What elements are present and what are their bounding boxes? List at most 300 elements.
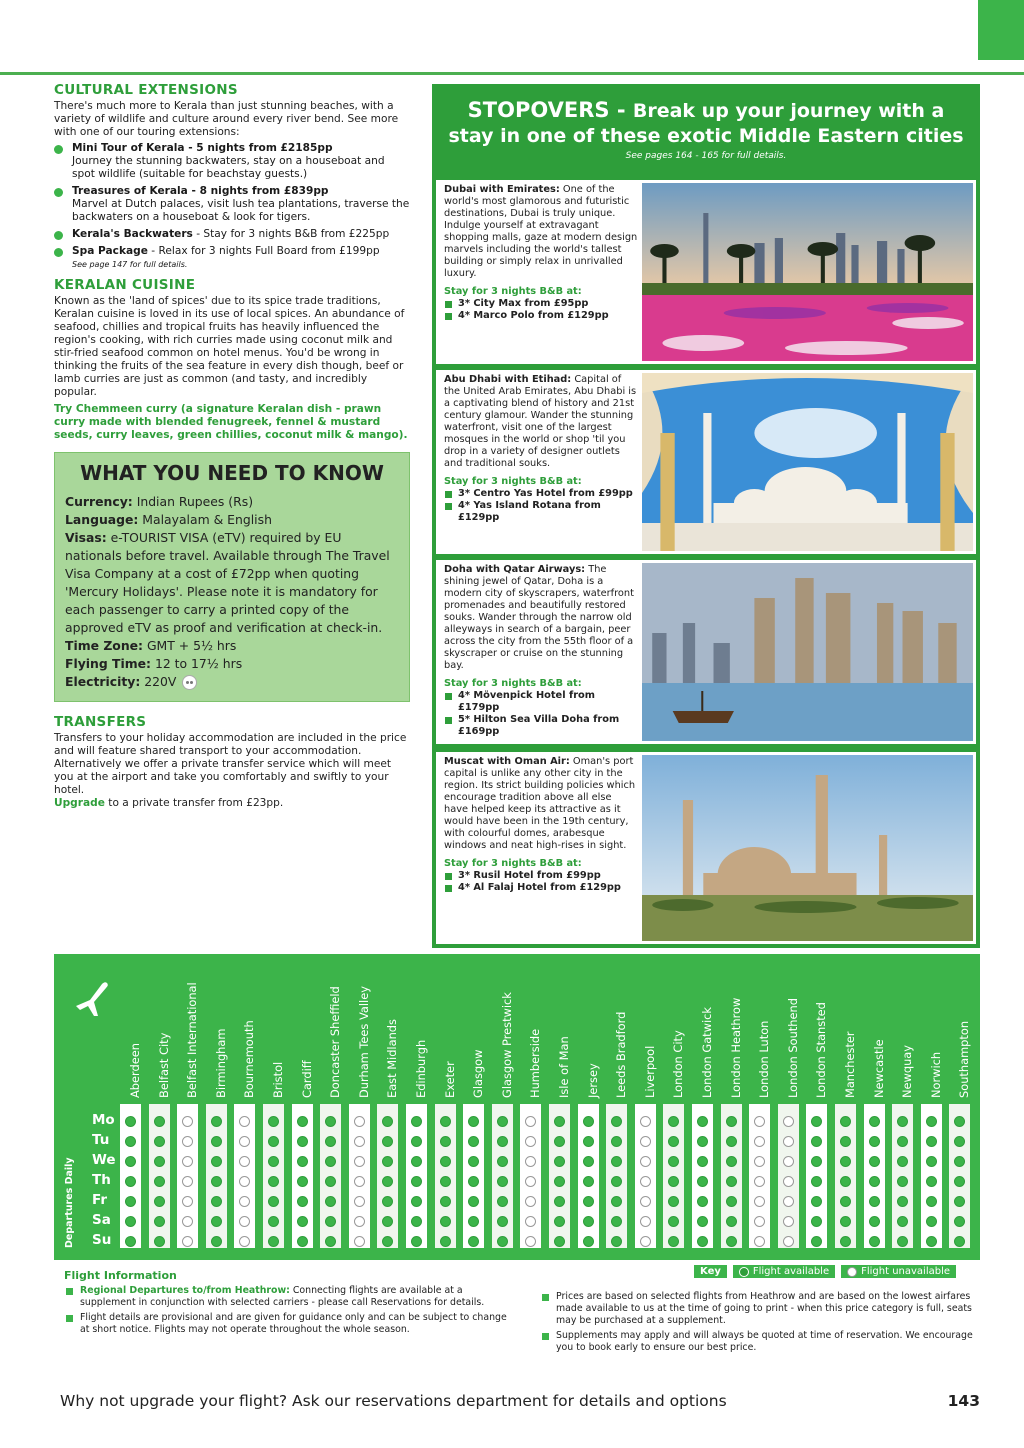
flight-available-dot: [840, 1196, 851, 1207]
flight-unavailable-dot: [354, 1216, 365, 1227]
airport-name: Bristol: [271, 1061, 285, 1098]
flight-available-dot: [926, 1176, 937, 1187]
flight-available-dot: [497, 1176, 508, 1187]
flight-available-dot: [154, 1176, 165, 1187]
cultural-title: CULTURAL EXTENSIONS: [54, 82, 238, 98]
flight-available-dot: [697, 1216, 708, 1227]
airport-header: [694, 954, 722, 1098]
flight-available-dot: [297, 1136, 308, 1147]
flight-available-dot: [840, 1116, 851, 1127]
airport-header: [637, 954, 665, 1098]
flight-unavailable-dot: [640, 1196, 651, 1207]
flight-available-dot: [125, 1136, 136, 1147]
flight-available-dot: [926, 1216, 937, 1227]
flight-unavailable-dot: [783, 1196, 794, 1207]
airport-name: East Midlands: [385, 1019, 400, 1098]
tour-price: - 5 nights from £2185pp: [184, 142, 333, 154]
tour-price: - Stay for 3 nights B&B from £225pp: [192, 228, 390, 240]
stopovers-title: [440, 98, 972, 123]
flight-info-bullet: Flight details are provisional and are given for guidance only and can be subject to change at short notice. Flights may not operate throughout the whole season.: [64, 1312, 514, 1336]
airport-name: London Luton: [757, 1020, 772, 1098]
flight-info-bullet: [64, 1285, 514, 1309]
airport-name: London Heathrow: [728, 997, 743, 1098]
flight-available-dot: [411, 1156, 422, 1167]
airport-name: Isle of Man: [557, 1036, 571, 1098]
flight-available-dot: [583, 1176, 594, 1187]
flight-unavailable-dot: [354, 1176, 365, 1187]
dubai-photo: [642, 183, 973, 361]
flight-available-dot: [497, 1116, 508, 1127]
flight-available-dot: [840, 1216, 851, 1227]
plug-socket-icon: [182, 675, 197, 690]
airport-header: [723, 954, 751, 1098]
flight-unavailable-dot: [640, 1236, 651, 1247]
stay-label: Stay for 3 nights B&B at:: [444, 286, 582, 297]
flight-available-dot: [268, 1156, 279, 1167]
flight-available-dot: [583, 1196, 594, 1207]
flight-available-dot: [440, 1196, 451, 1207]
airport-header: [780, 954, 808, 1098]
airport-header: [808, 954, 836, 1098]
flight-unavailable-dot: [354, 1236, 365, 1247]
airport-header: [608, 954, 636, 1098]
flight-available-dot: [154, 1196, 165, 1207]
key-label: Key: [694, 1265, 727, 1278]
airport-header: [751, 954, 779, 1098]
flight-available-dot: [268, 1236, 279, 1247]
flight-unavailable-dot: [354, 1136, 365, 1147]
stopovers-title-main: STOPOVERS -: [467, 98, 633, 122]
day-label: Su: [92, 1232, 112, 1248]
airport-name: Exeter: [442, 1061, 457, 1098]
city-heading: Muscat with Oman Air:: [444, 756, 570, 767]
flight-available-dot: [125, 1156, 136, 1167]
tour-name: Spa Package: [72, 245, 148, 257]
flight-available-dot: [726, 1236, 737, 1247]
flight-available-dot: [926, 1156, 937, 1167]
airport-header: [236, 954, 264, 1098]
flight-available-dot: [411, 1236, 422, 1247]
airport-name: Cardiff: [299, 1060, 314, 1098]
airport-header: [522, 954, 550, 1098]
flight-available-dot: [697, 1136, 708, 1147]
flight-available-dot: [726, 1116, 737, 1127]
airport-name: Aberdeen: [128, 1043, 142, 1098]
airport-name: Newcastle: [871, 1039, 886, 1098]
flight-available-dot: [697, 1116, 708, 1127]
flight-unavailable-dot: [354, 1116, 365, 1127]
hotel-option: 4* Yas Island Rotana from £129pp: [444, 500, 638, 524]
hotel-option: 3* Rusil Hotel from £99pp: [444, 870, 638, 882]
flight-available-dot: [697, 1156, 708, 1167]
electricity-label: Electricity:: [65, 674, 141, 689]
language-value: Malayalam & English: [138, 512, 272, 527]
flight-unavailable-dot: [640, 1116, 651, 1127]
day-label: We: [92, 1152, 116, 1168]
airport-name: Birmingham: [213, 1028, 228, 1098]
cuisine-tip: Try Chemmeen curry (a signature Keralan dish - prawn curry made with blended fenugreek, fennel & mustard seeds, curry leaves, green chillies, coconut milk & mango).: [54, 403, 408, 441]
stopovers-title-line2: stay in one of these exotic Middle Eastern cities: [448, 125, 964, 147]
mosque-image: [642, 373, 973, 551]
timezone-row: [65, 637, 399, 655]
airport-header: [894, 954, 922, 1098]
airport-header: [923, 954, 951, 1098]
flight-available-dot: [440, 1176, 451, 1187]
flight-unavailable-dot: [640, 1176, 651, 1187]
flight-available-dot: [726, 1136, 737, 1147]
flight-available-dot: [497, 1196, 508, 1207]
flight-available-dot: [411, 1176, 422, 1187]
currency-row: [65, 493, 399, 511]
flight-available-dot: [697, 1236, 708, 1247]
city-heading: Abu Dhabi with Etihad:: [444, 374, 572, 385]
flight-unavailable-dot: [640, 1216, 651, 1227]
regional-text: Connecting flights are available at a supplement in conjunction with selected carriers - please call Reservations for details.: [80, 1285, 485, 1308]
flight-available-dot: [583, 1216, 594, 1227]
what-you-need-to-know-box: [54, 452, 410, 702]
flight-available-dot: [554, 1216, 565, 1227]
flight-info-bullet: Prices are based on selected flights from Heathrow and are based on the lowest airfares made available to us at the time of going to print - when this price category is full, seats may be purchased at a supplement.: [540, 1291, 980, 1327]
city-text: [436, 180, 642, 364]
transfers-text: Transfers to your holiday accommodation are included in the price and will feature shared transport to your accommodation. Alternatively we offer a private transfer service which will meet you at the airport and take you comfortably and swiftly to your hotel.: [54, 732, 407, 796]
flight-available-dot: [411, 1136, 422, 1147]
flight-available-dot: [125, 1216, 136, 1227]
flight-unavailable-dot: [640, 1136, 651, 1147]
tour-name: Treasures of Kerala: [72, 185, 188, 197]
airport-header: [294, 954, 322, 1098]
stopovers-title-sub: Break up your journey with a: [632, 100, 945, 122]
timezone-value: GMT + 5½ hrs: [143, 638, 237, 653]
regional-label: Regional Departures to/from Heathrow:: [80, 1285, 290, 1296]
flight-unavailable-dot: [783, 1136, 794, 1147]
day-label: Fr: [92, 1192, 108, 1208]
flight-info-right: [540, 1288, 980, 1354]
flight-unavailable-dot: [783, 1156, 794, 1167]
flight-available-dot: [297, 1236, 308, 1247]
airport-name: Bournemouth: [242, 1020, 257, 1098]
airport-header: [408, 954, 436, 1098]
airport-header: [322, 954, 350, 1098]
hotel-option: 4* Al Falaj Hotel from £129pp: [444, 882, 638, 894]
top-rule: [0, 72, 1024, 75]
flight-info-title: Flight Information: [64, 1269, 177, 1282]
flight-available-dot: [869, 1216, 880, 1227]
flight-available-dot: [211, 1236, 222, 1247]
flight-available-dot: [583, 1136, 594, 1147]
flying-row: [65, 655, 399, 673]
airplane-icon: [72, 976, 116, 1020]
flight-available-dot: [869, 1236, 880, 1247]
electricity-row: [65, 673, 399, 691]
page-number: 143: [947, 1392, 980, 1410]
day-label: Sa: [92, 1212, 111, 1228]
flight-available-dot: [211, 1216, 222, 1227]
upgrade-text: to a private transfer from £23pp.: [104, 797, 284, 809]
airport-name: Glasgow Prestwick: [499, 992, 514, 1098]
currency-label: Currency:: [65, 494, 133, 509]
tour-name: Kerala's Backwaters: [72, 228, 193, 240]
airport-name: Jersey: [585, 1063, 600, 1098]
airport-header: [951, 954, 979, 1098]
tour-item: [54, 245, 410, 271]
stay-label: Stay for 3 nights B&B at:: [444, 858, 582, 869]
flight-available-dot: [926, 1116, 937, 1127]
airport-header: [866, 954, 894, 1098]
flight-available-dot: [297, 1116, 308, 1127]
flight-available-dot: [554, 1196, 565, 1207]
city-heading: Doha with Qatar Airways:: [444, 564, 586, 575]
hotel-option: 5* Hilton Sea Villa Doha from £169pp: [444, 714, 638, 738]
bullet-icon: [54, 145, 63, 154]
city-card-dubai: [436, 180, 976, 364]
flight-available-dot: [268, 1176, 279, 1187]
airport-header: [151, 954, 179, 1098]
flight-available-dot: [211, 1176, 222, 1187]
airport-name: London City: [671, 1030, 686, 1098]
flight-unavailable-dot: [640, 1156, 651, 1167]
legend-key: [694, 1265, 956, 1278]
transfers-upgrade: [54, 797, 410, 810]
day-label: Mo: [92, 1112, 115, 1128]
flight-available-dot: [497, 1216, 508, 1227]
flying-label: Flying Time:: [65, 656, 152, 671]
city-description: One of the world's most glamorous and futuristic destinations, Dubai is truly unique. Indulge yourself at extravagant shopping malls, gaze at modern design marvels including the world's tallest building or simply relax in unrivalled luxury.: [444, 184, 638, 279]
flight-unavailable-dot: [783, 1236, 794, 1247]
flight-available-dot: [268, 1136, 279, 1147]
dubai-skyline-image: [642, 183, 973, 361]
flight-available-dot: [411, 1116, 422, 1127]
transfers-title: TRANSFERS: [54, 714, 147, 730]
airport-header: [665, 954, 693, 1098]
flight-available-dot: [869, 1176, 880, 1187]
airport-header: [122, 954, 150, 1098]
flight-available-dot: [583, 1156, 594, 1167]
flight-available-dot: [869, 1136, 880, 1147]
flight-unavailable-dot: [783, 1116, 794, 1127]
flight-available-dot: [211, 1116, 222, 1127]
bullet-icon: [54, 188, 63, 197]
tour-item: [54, 228, 410, 241]
flying-value: 12 to 17½ hrs: [151, 656, 243, 671]
cuisine-title: KERALAN CUISINE: [54, 277, 196, 293]
tour-price: - 8 nights from £839pp: [187, 185, 329, 197]
available-dot-icon: [739, 1267, 749, 1277]
airport-name: London Southend: [785, 998, 800, 1098]
left-column: [54, 82, 410, 810]
departures-days-label: Departures Daily: [64, 1157, 75, 1248]
airport-header: [379, 954, 407, 1098]
flight-available-dot: [268, 1216, 279, 1227]
flight-available-dot: [125, 1196, 136, 1207]
flight-available-dot: [497, 1136, 508, 1147]
language-row: [65, 511, 399, 529]
airport-name: Humberside: [528, 1028, 543, 1098]
flight-unavailable-dot: [354, 1156, 365, 1167]
airport-name: Leeds Bradford: [614, 1011, 629, 1098]
hotel-option: 3* City Max from £95pp: [444, 298, 638, 310]
flight-available-dot: [840, 1236, 851, 1247]
tour-item: [54, 185, 410, 224]
airport-header: [208, 954, 236, 1098]
cuisine-text: Known as the 'land of spices' due to its spice trade traditions, Keralan cuisine is loved in its use of local spices. An abundance of seafood, chillies and tropical fruits has heavily influenced the region's cooking, with rich curries made using coconut milk and stir-fried seafood common on hotel menus. You'd be wrong in thinking the fruits of the sea feature in every dish though, beef or lamb curries are just as common (and tasty, and incredibly popular.: [54, 295, 405, 398]
airport-name: Newquay: [900, 1044, 915, 1098]
city-description: Oman's port capital is unlike any other city in the region. Its strict building policies which encourage tradition above all else have helped keep its attractive as it would have been in the 19th century, with colourful domes, arabesque windows and neat high-rises in sight.: [444, 756, 636, 851]
airport-header: [351, 954, 379, 1098]
flight-available-dot: [697, 1176, 708, 1187]
stay-label: Stay for 3 nights B&B at:: [444, 476, 582, 487]
flight-available-dot: [297, 1176, 308, 1187]
flight-available-dot: [497, 1156, 508, 1167]
abu-dhabi-photo: [642, 373, 973, 551]
tour-desc: Journey the stunning backwaters, stay on a houseboat and spot wildlife (suitable for beachstay guests.): [72, 155, 385, 180]
flight-available-dot: [268, 1116, 279, 1127]
flight-available-dot: [554, 1236, 565, 1247]
flight-info-bullet: Supplements may apply and will always be quoted at time of reservation. We encourage you to book early to ensure our best price.: [540, 1330, 980, 1354]
bullet-icon: [54, 231, 63, 240]
airport-name: Edinburgh: [414, 1039, 428, 1098]
visas-value: e-TOURIST VISA (eTV) required by EU nationals before travel. Available through The Travel Visa Company at a cost of £72pp when quoting 'Mercury Holidays'. Please note it is mandatory for each passenger to carry a printed copy of the approved eTV as proof and verification at check-in.: [65, 530, 390, 635]
flight-available-dot: [440, 1156, 451, 1167]
key-unavailable: [841, 1265, 956, 1278]
airport-header: [265, 954, 293, 1098]
tour-name: Mini Tour of Kerala: [72, 142, 185, 154]
flight-available-dot: [926, 1196, 937, 1207]
footer-text: Why not upgrade your flight? Ask our reservations department for details and options: [60, 1392, 727, 1410]
hotel-option: 4* Mövenpick Hotel from £179pp: [444, 690, 638, 714]
airport-name: Belfast International: [185, 982, 200, 1098]
airport-name: Liverpool: [642, 1045, 657, 1098]
flight-available-dot: [583, 1116, 594, 1127]
key-available-text: Flight available: [752, 1266, 830, 1277]
flight-available-dot: [840, 1136, 851, 1147]
city-text: [436, 752, 642, 944]
flight-available-dot: [726, 1216, 737, 1227]
visas-row: [65, 529, 399, 637]
airport-header: [437, 954, 465, 1098]
flight-available-dot: [125, 1116, 136, 1127]
tour-price: - Relax for 3 nights Full Board from £199pp: [147, 245, 380, 257]
city-card-doha: [436, 560, 976, 744]
page-footer: [60, 1392, 980, 1410]
unavailable-dot-icon: [847, 1267, 857, 1277]
flight-available-dot: [411, 1196, 422, 1207]
city-text: [436, 560, 642, 744]
airport-name: Belfast City: [156, 1032, 171, 1098]
airport-name: Southampton: [957, 1020, 972, 1098]
tour-note: See page 147 for full details.: [72, 260, 188, 269]
tour-item: [54, 142, 410, 181]
key-unavailable-text: Flight unavailable: [861, 1266, 951, 1277]
flight-available-dot: [268, 1196, 279, 1207]
day-label: Th: [92, 1172, 111, 1188]
flight-available-dot: [840, 1176, 851, 1187]
hotel-option: 3* Centro Yas Hotel from £99pp: [444, 488, 638, 500]
flight-available-dot: [440, 1136, 451, 1147]
city-description: Capital of the United Arab Emirates, Abu Dhabi is a captivating blend of history and 21st century glamour. Wander the stunning waterfront, visit one of the largest mosques in the world or shop 'til you drop in a variety of designer outlets and traditional souks.: [444, 374, 637, 469]
airport-header: [837, 954, 865, 1098]
flight-available-dot: [497, 1236, 508, 1247]
flight-available-dot: [125, 1176, 136, 1187]
wyntk-title: WHAT YOU NEED TO KNOW: [80, 461, 384, 485]
flight-info: [64, 1270, 514, 1336]
flight-available-dot: [297, 1216, 308, 1227]
airport-header: [494, 954, 522, 1098]
page-corner-tab: [978, 0, 1024, 60]
flight-available-dot: [554, 1176, 565, 1187]
flight-available-dot: [583, 1236, 594, 1247]
stopovers-header: [436, 88, 976, 182]
key-available: [733, 1265, 835, 1278]
airport-name: London Gatwick: [700, 1007, 714, 1098]
flight-unavailable-dot: [783, 1216, 794, 1227]
cultural-intro: There's much more to Kerala than just stunning beaches, with a variety of wildlife and culture around every river bend. See more with one of our touring extensions:: [54, 100, 399, 138]
flight-available-dot: [869, 1116, 880, 1127]
flight-available-dot: [726, 1196, 737, 1207]
flight-available-dot: [554, 1156, 565, 1167]
flight-available-dot: [554, 1116, 565, 1127]
flight-available-dot: [440, 1116, 451, 1127]
tour-desc: Marvel at Dutch palaces, visit lush tea plantations, traverse the backwaters on a houseboat & look for tigers.: [72, 198, 410, 223]
airport-header: [179, 954, 207, 1098]
doha-skyline-image: [642, 563, 973, 741]
flight-available-dot: [440, 1236, 451, 1247]
currency-value: Indian Rupees (Rs): [132, 494, 254, 509]
airport-header: [580, 954, 608, 1098]
day-label: Tu: [92, 1132, 110, 1148]
doha-photo: [642, 563, 973, 741]
city-text: [436, 370, 642, 554]
flight-available-dot: [297, 1196, 308, 1207]
flight-available-dot: [154, 1216, 165, 1227]
flight-available-dot: [697, 1196, 708, 1207]
flight-available-dot: [926, 1236, 937, 1247]
stopovers-subtitle: See pages 164 - 165 for full details.: [625, 151, 787, 161]
flight-available-dot: [726, 1156, 737, 1167]
flight-available-dot: [440, 1216, 451, 1227]
flight-available-dot: [211, 1196, 222, 1207]
city-heading: Dubai with Emirates:: [444, 184, 560, 195]
airport-name: Norwich: [928, 1051, 943, 1098]
hotel-option: 4* Marco Polo from £129pp: [444, 310, 638, 322]
flight-available-dot: [154, 1116, 165, 1127]
upgrade-label: Upgrade: [54, 797, 105, 809]
airport-name: Manchester: [843, 1031, 857, 1098]
flight-unavailable-dot: [783, 1176, 794, 1187]
flight-available-dot: [726, 1176, 737, 1187]
airport-name: Doncaster Sheffield: [328, 986, 343, 1098]
tour-list: [54, 142, 410, 271]
airport-name: London Stansted: [814, 1002, 829, 1098]
flight-available-dot: [125, 1236, 136, 1247]
airport-name: Durham Tees Valley: [356, 986, 371, 1098]
flight-available-dot: [154, 1236, 165, 1247]
flight-available-dot: [926, 1136, 937, 1147]
language-label: Language:: [65, 512, 139, 527]
flight-available-dot: [211, 1136, 222, 1147]
flight-available-dot: [554, 1136, 565, 1147]
flight-available-dot: [297, 1156, 308, 1167]
timezone-label: Time Zone:: [65, 638, 144, 653]
flight-available-dot: [869, 1196, 880, 1207]
flight-available-dot: [154, 1156, 165, 1167]
airport-header: [551, 954, 579, 1098]
stay-label: Stay for 3 nights B&B at:: [444, 678, 582, 689]
flight-available-dot: [154, 1136, 165, 1147]
muscat-photo: [642, 755, 973, 941]
departures-table: [54, 954, 980, 1260]
flight-available-dot: [411, 1216, 422, 1227]
airport-name: Glasgow: [471, 1049, 486, 1098]
